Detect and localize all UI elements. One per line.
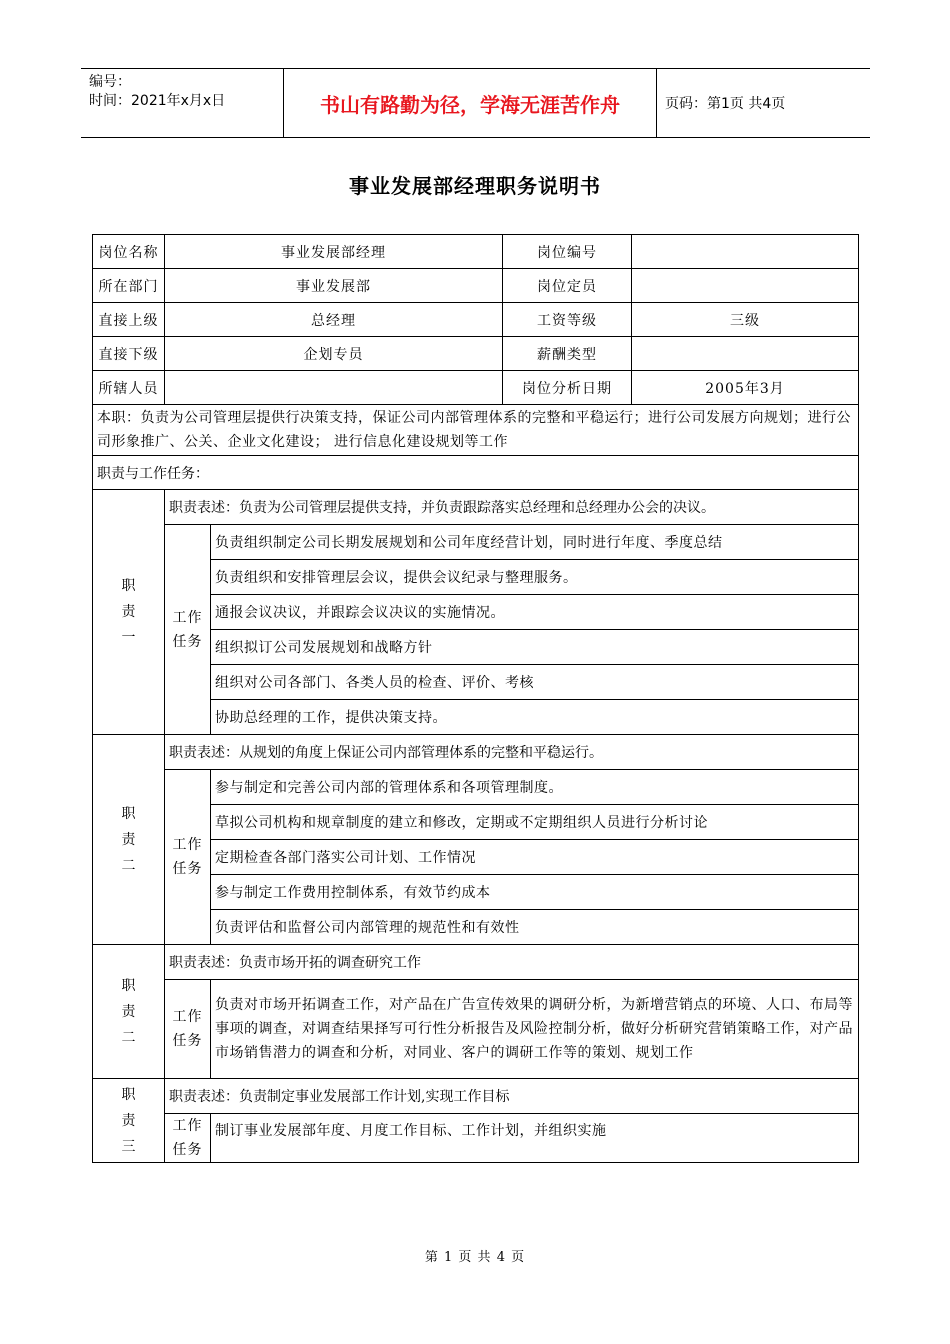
duty-3-task-1: 负责对市场开拓调查工作，对产品在广告宣传效果的调研分析，为新增营销点的环境、人口、布局等事项的调查，对调查结果择写可行性分析报告及风险控制分析，做好分析研究营销策略工作，对产品市场销售潜力的调查和分析，对同业、客户的调研工作等的策划、规划工作 bbox=[211, 980, 859, 1079]
dept-label: 所在部门 bbox=[93, 269, 165, 303]
duty-4-task-1: 制订事业发展部年度、月度工作目标、工作计划，并组织实施 bbox=[211, 1114, 859, 1163]
duty-2-task-4: 参与制定工作费用控制体系，有效节约成本 bbox=[211, 875, 859, 910]
duty-1-label-text: 职 责 一 bbox=[121, 578, 136, 646]
document-title: 事业发展部经理职务说明书 bbox=[349, 174, 601, 198]
duty-2-label bbox=[93, 735, 165, 945]
duty-1-label bbox=[93, 490, 165, 735]
duty-2-tasks-label: 工作 任务 bbox=[165, 770, 211, 945]
subordinate-value: 企划专员 bbox=[165, 337, 503, 371]
duty-2-task-3: 定期检查各部门落实公司计划、工作情况 bbox=[211, 840, 859, 875]
dept-value: 事业发展部 bbox=[165, 269, 503, 303]
duty-1-task-5: 组织对公司各部门、各类人员的检查、评价、考核 bbox=[211, 665, 859, 700]
duty-2-task-2: 草拟公司机构和规章制度的建立和修改，定期或不定期组织人员进行分析讨论 bbox=[211, 805, 859, 840]
grade-value: 三级 bbox=[632, 303, 859, 337]
duty-4-tasks-label: 工作 任务 bbox=[165, 1114, 211, 1163]
duty-1-task-4: 组织拟订公司发展规划和战略方针 bbox=[211, 630, 859, 665]
staff-label: 所辖人员 bbox=[93, 371, 165, 405]
duty-1-task-3: 通报会议决议，并跟踪会议决议的实施情况。 bbox=[211, 595, 859, 630]
post-no-value bbox=[632, 235, 859, 269]
duty-1-task-1: 负责组织制定公司长期发展规划和公司年度经营计划，同时进行年度、季度总结 bbox=[211, 525, 859, 560]
duty-2-task-5: 负责评估和监督公司内部管理的规范性和有效性 bbox=[211, 910, 859, 945]
header-page-label: 页码：第1页 共4页 bbox=[665, 96, 786, 112]
grade-label: 工资等级 bbox=[503, 303, 632, 337]
post-no-label: 岗位编号 bbox=[503, 235, 632, 269]
duty-1-task-6: 协助总经理的工作，提供决策支持。 bbox=[211, 700, 859, 735]
post-name-value: 事业发展部经理 bbox=[165, 235, 503, 269]
number-label: 编号： bbox=[89, 74, 131, 90]
job-summary: 本职：负责为公司管理层提供行决策支持，保证公司内部管理体系的完整和平稳运行；进行公司发展方向规划；进行公司形象推广、公关、企业文化建设； 进行信息化建设规划等工作 bbox=[93, 405, 859, 456]
staff-value bbox=[165, 371, 503, 405]
duty-4-statement: 职责表述：负责制定事业发展部工作计划,实现工作目标 bbox=[165, 1079, 859, 1114]
duty-2-task-1: 参与制定和完善公司内部的管理体系和各项管理制度。 bbox=[211, 770, 859, 805]
subordinate-label: 直接下级 bbox=[93, 337, 165, 371]
duty-1-tasks-label: 工作 任务 bbox=[165, 525, 211, 735]
header-meta bbox=[81, 69, 283, 137]
post-name-label: 岗位名称 bbox=[93, 235, 165, 269]
duty-4-label bbox=[93, 1079, 165, 1163]
document-header bbox=[81, 68, 870, 138]
quota-label: 岗位定员 bbox=[503, 269, 632, 303]
page-footer: 第 1 页 共 4 页 bbox=[424, 1250, 526, 1265]
quota-value bbox=[632, 269, 859, 303]
duty-3-statement: 职责表述：负责市场开拓的调查研究工作 bbox=[165, 945, 859, 980]
duty-1-task-2: 负责组织和安排管理层会议，提供会议纪录与整理服务。 bbox=[211, 560, 859, 595]
date-label: 岗位分析日期 bbox=[503, 371, 632, 405]
duty-3-tasks-label: 工作 任务 bbox=[165, 980, 211, 1079]
superior-label: 直接上级 bbox=[93, 303, 165, 337]
superior-value: 总经理 bbox=[165, 303, 503, 337]
duty-1-statement: 职责表述：负责为公司管理层提供支持，并负责跟踪落实总经理和总经理办公会的决议。 bbox=[165, 490, 859, 525]
duty-3-label bbox=[93, 945, 165, 1079]
job-description-table bbox=[92, 234, 859, 1163]
header-motto: 书山有路勤为径，学海无涯苦作舟 bbox=[283, 69, 657, 137]
time-label: 时间：2021年x月x日 bbox=[89, 93, 226, 109]
duty-2-label-text: 职 责 二 bbox=[121, 805, 136, 874]
duty-3-label-text: 职 责 二 bbox=[121, 977, 136, 1046]
pay-value bbox=[632, 337, 859, 371]
duty-2-statement: 职责表述：从规划的角度上保证公司内部管理体系的完整和平稳运行。 bbox=[165, 735, 859, 770]
pay-label: 薪酬类型 bbox=[503, 337, 632, 371]
date-value: 2005年3月 bbox=[632, 371, 859, 405]
duty-4-label-text: 职 责 三 bbox=[121, 1086, 136, 1155]
duties-heading: 职责与工作任务： bbox=[93, 456, 859, 490]
